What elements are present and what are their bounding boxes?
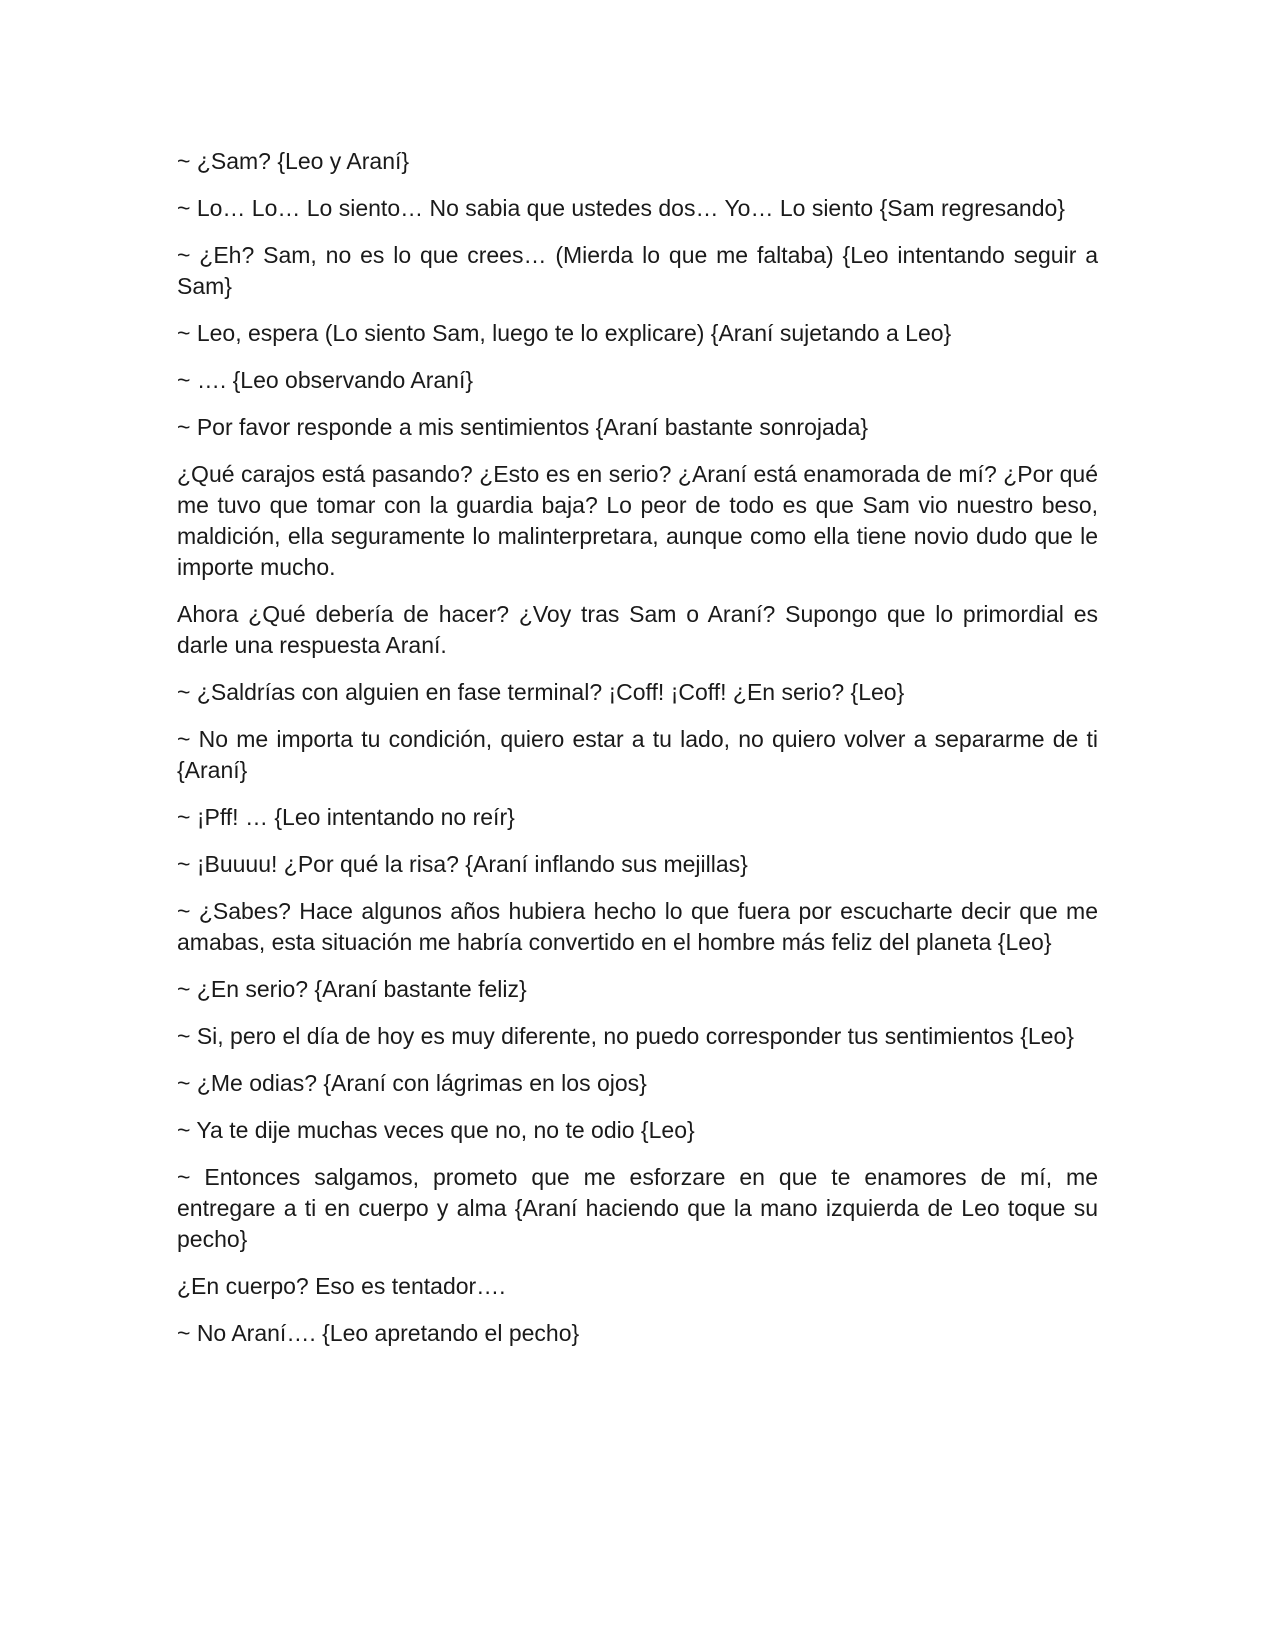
paragraph: ~ Por favor responde a mis sentimientos {Araní bastante sonrojada} (177, 414, 869, 440)
paragraph: ~ Lo… Lo… Lo siento… No sabia que ustedes dos… Yo… Lo siento {Sam regresando} (177, 195, 1065, 221)
paragraph: ~ ¿Saldrías con alguien en fase terminal? ¡Coff! ¡Coff! ¿En serio? {Leo} (177, 679, 905, 705)
paragraph: ~ Leo, espera (Lo siento Sam, luego te lo explicare) {Araní sujetando a Leo} (177, 320, 952, 346)
paragraph: ~ Entonces salgamos, prometo que me esforzare en que te enamores de mí, me entregare a ti en cuerpo y alma {Araní haciendo que la mano izquierda de Leo toque su pecho} (177, 1164, 1098, 1252)
paragraph: ~ ¿Me odias? {Araní con lágrimas en los ojos} (177, 1070, 647, 1096)
paragraph: ¿Qué carajos está pasando? ¿Esto es en serio? ¿Araní está enamorada de mí? ¿Por qué me tuvo que tomar con la guardia baja? Lo peor de todo es que Sam vio nuestro beso, maldición, ella seguramente lo malinterpretara, aunque como ella tiene novio dudo que le importe mucho. (177, 461, 1098, 580)
paragraph: ~ ¿Sabes? Hace algunos años hubiera hecho lo que fuera por escucharte decir que me amabas, esta situación me habría convertido en el hombre más feliz del planeta {Leo} (177, 898, 1098, 955)
document-body (177, 146, 1098, 1365)
paragraph: ~ No Araní…. {Leo apretando el pecho} (177, 1320, 580, 1346)
paragraph: ~ ¿Sam? {Leo y Araní} (177, 148, 410, 174)
paragraph: ~ No me importa tu condición, quiero estar a tu lado, no quiero volver a separarme de ti {Araní} (177, 726, 1098, 783)
paragraph: ~ Ya te dije muchas veces que no, no te odio {Leo} (177, 1117, 695, 1143)
paragraph: ~ ¿En serio? {Araní bastante feliz} (177, 976, 527, 1002)
paragraph: ~ …. {Leo observando Araní} (177, 367, 474, 393)
paragraph: ~ ¡Pff! … {Leo intentando no reír} (177, 804, 515, 830)
paragraph: Ahora ¿Qué debería de hacer? ¿Voy tras Sam o Araní? Supongo que lo primordial es darle una respuesta Araní. (177, 601, 1098, 658)
paragraph: ~ ¿Eh? Sam, no es lo que crees… (Mierda lo que me faltaba) {Leo intentando seguir a Sam} (177, 242, 1098, 299)
paragraph: ~ ¡Buuuu! ¿Por qué la risa? {Araní inflando sus mejillas} (177, 851, 748, 877)
paragraph: ¿En cuerpo? Eso es tentador…. (177, 1273, 506, 1299)
paragraph: ~ Si, pero el día de hoy es muy diferente, no puedo corresponder tus sentimientos {Leo} (177, 1023, 1074, 1049)
